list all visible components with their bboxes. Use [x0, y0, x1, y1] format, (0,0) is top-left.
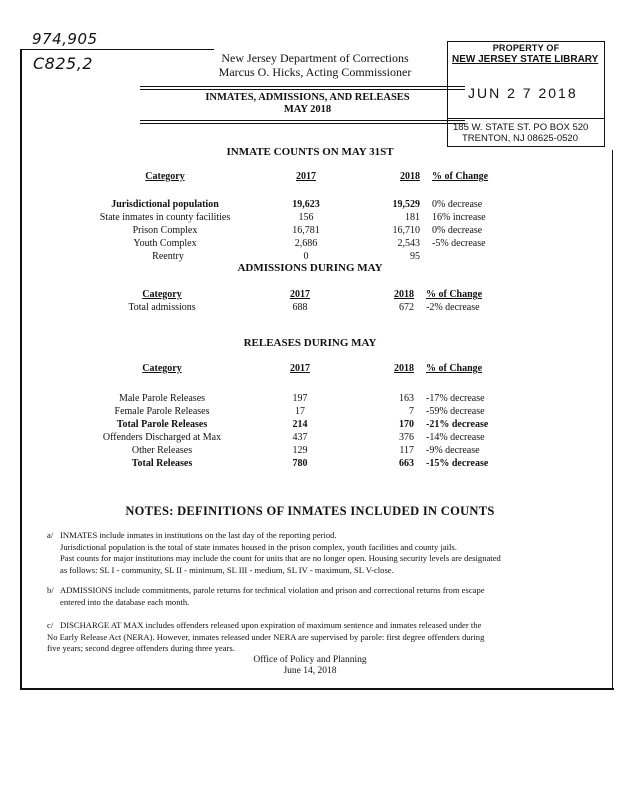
bottom-border-line: [20, 688, 614, 690]
note-a: [60, 530, 605, 576]
row-2018: 2,543: [397, 238, 420, 249]
table-header-row: [68, 170, 518, 183]
row-category: Offenders Discharged at Max: [102, 432, 222, 443]
header-category: Category: [142, 363, 182, 374]
admissions-title: ADMISSIONS DURING MAY: [237, 262, 383, 274]
row-change: -2% decrease: [426, 302, 480, 313]
row-category: State inmates in county facilities: [99, 212, 231, 223]
row-2018: 117: [399, 445, 414, 456]
header-2018: 2018: [400, 171, 420, 182]
table-header-row: [68, 362, 512, 375]
handwritten-number: 974,905: [32, 30, 98, 48]
row-2017: 688: [292, 302, 308, 313]
releases-title: RELEASES DURING MAY: [243, 337, 377, 349]
note-c-line: DISCHARGE AT MAX includes offenders released upon expiration of maximum sentence and inmates released under the: [60, 620, 482, 630]
commissioner-name: Marcus O. Hicks, Acting Commissioner: [218, 65, 412, 79]
header-2017: 2017: [296, 171, 316, 182]
row-2017: 0: [303, 251, 309, 262]
table-row: [68, 237, 518, 250]
note-b-marker: b/: [47, 585, 54, 595]
row-change: -59% decrease: [426, 406, 485, 417]
stamp-property-of: PROPERTY OF: [492, 43, 560, 53]
top-border-line: [22, 49, 214, 50]
library-stamp: [447, 41, 605, 147]
left-border-line: [20, 49, 22, 689]
releases-table: [68, 362, 512, 470]
table-row: [68, 224, 518, 237]
inmate-counts-title: INMATE COUNTS ON MAY 31ST: [226, 146, 394, 158]
table-row: [68, 392, 512, 405]
report-title-block: [150, 92, 465, 116]
row-category: Reentry: [152, 251, 184, 262]
row-change: 0% decrease: [432, 225, 483, 236]
table-header-row: [68, 288, 512, 301]
row-2018: 19,529: [392, 199, 420, 210]
row-2017: 19,623: [292, 199, 320, 210]
report-period: MAY 2018: [283, 104, 332, 115]
title-rule-top-2: [140, 89, 465, 90]
inmate-counts-table: [68, 170, 518, 263]
note-c-line: No Early Release Act (NERA). However, inmates released under NERA are supervised by parole: first degree offenders during: [47, 631, 485, 642]
row-change: 0% decrease: [432, 199, 483, 210]
row-category: Female Parole Releases: [114, 406, 210, 417]
row-2017: 437: [292, 432, 308, 443]
stamp-address-line2: TRENTON, NJ 08625-0520: [462, 133, 578, 144]
row-change: 16% increase: [432, 212, 486, 223]
row-2017: 2,686: [294, 238, 318, 249]
row-change: -17% decrease: [426, 393, 485, 404]
header-category: Category: [142, 289, 182, 300]
header-category: Category: [145, 171, 185, 182]
row-2018: 376: [399, 432, 414, 443]
table-row: [68, 444, 512, 457]
row-category: Total Releases: [131, 458, 193, 469]
stamp-address-line1: 185 W. STATE ST. PO BOX 520: [453, 122, 589, 133]
row-2018: 7: [409, 406, 414, 417]
table-row: [68, 418, 512, 431]
department-name: New Jersey Department of Corrections: [221, 51, 409, 65]
row-2017: 16,781: [292, 225, 320, 236]
footer: [0, 655, 620, 677]
note-c-continued: [47, 632, 607, 655]
row-change: -9% decrease: [426, 445, 480, 456]
header-change: % of Change: [432, 171, 489, 182]
title-rule-bottom-2: [140, 123, 465, 124]
row-2017: 214: [292, 419, 308, 430]
header-change: % of Change: [426, 289, 483, 300]
table-row: [68, 405, 512, 418]
note-c: [60, 620, 605, 632]
row-category: Other Releases: [131, 445, 193, 456]
header-2017: 2017: [290, 289, 310, 300]
footer-date: June 14, 2018: [283, 666, 337, 676]
header-change: % of Change: [426, 363, 483, 374]
title-rule-top: [140, 86, 465, 87]
table-row: [68, 211, 518, 224]
stamp-date: JUN 2 7 2018: [468, 85, 578, 101]
notes-title: NOTES: DEFINITIONS OF INMATES INCLUDED IN COUNTS: [125, 504, 495, 518]
row-change: -21% decrease: [426, 419, 489, 430]
handwritten-catalog-number: C825,2: [33, 54, 93, 73]
header-2017: 2017: [290, 363, 310, 374]
stamp-divider: [448, 118, 604, 119]
row-category: Youth Complex: [133, 238, 197, 249]
stamp-library-name: NEW JERSEY STATE LIBRARY: [452, 54, 599, 65]
note-b-line: entered into the database each month.: [60, 596, 190, 607]
right-border-line: [612, 150, 613, 690]
table-row: [68, 301, 512, 314]
row-2018: 170: [399, 419, 414, 430]
row-2018: 95: [410, 251, 420, 262]
row-2017: 17: [295, 406, 305, 417]
header-2018: 2018: [394, 289, 414, 300]
row-2017: 780: [292, 458, 308, 469]
row-category: Male Parole Releases: [118, 393, 206, 404]
table-row: [68, 457, 512, 470]
row-change: -5% decrease: [432, 238, 486, 249]
footer-office: Office of Policy and Planning: [253, 655, 367, 665]
note-b: [60, 585, 605, 608]
row-2018: 663: [399, 458, 414, 469]
note-c-marker: c/: [47, 620, 54, 630]
row-category: Prison Complex: [132, 225, 198, 236]
note-a-marker: a/: [47, 530, 54, 540]
note-a-line: INMATES include inmates in institutions on the last day of the reporting period.: [60, 530, 337, 540]
title-rule-bottom: [140, 120, 465, 121]
note-b-line: ADMISSIONS include commitments, parole returns for technical violation and prison and correctional returns from escape: [60, 585, 485, 595]
note-a-line: Past counts for major institutions may include the count for units that are no longer open. Housing security levels are designated: [60, 553, 501, 563]
row-2018: 672: [399, 302, 414, 313]
row-2017: 197: [292, 393, 308, 404]
note-c-line: five years; second degree offenders during three years.: [47, 643, 235, 653]
note-a-line: Jurisdictional population is the total of state inmates housed in the prison complex, youth facilities and county jails.: [60, 541, 457, 552]
row-2017: 129: [292, 445, 308, 456]
table-row: [68, 431, 512, 444]
row-change: -14% decrease: [426, 432, 485, 443]
row-2018: 181: [405, 212, 420, 223]
admissions-table: [68, 288, 512, 314]
table-row: [68, 198, 518, 211]
note-a-line: as follows: SL I - community, SL II - minimum, SL III - medium, SL IV - maximum, SL V-close.: [60, 564, 394, 575]
row-change: -15% decrease: [426, 458, 489, 469]
row-2018: 16,710: [392, 225, 420, 236]
row-category: Total Parole Releases: [116, 419, 208, 430]
row-2018: 163: [399, 393, 414, 404]
page-header: [200, 51, 430, 79]
row-category: Total admissions: [128, 302, 196, 313]
row-category: Jurisdictional population: [111, 199, 219, 210]
report-title: INMATES, ADMISSIONS, AND RELEASES: [205, 92, 410, 103]
header-2018: 2018: [394, 363, 414, 374]
row-2017: 156: [298, 212, 314, 223]
